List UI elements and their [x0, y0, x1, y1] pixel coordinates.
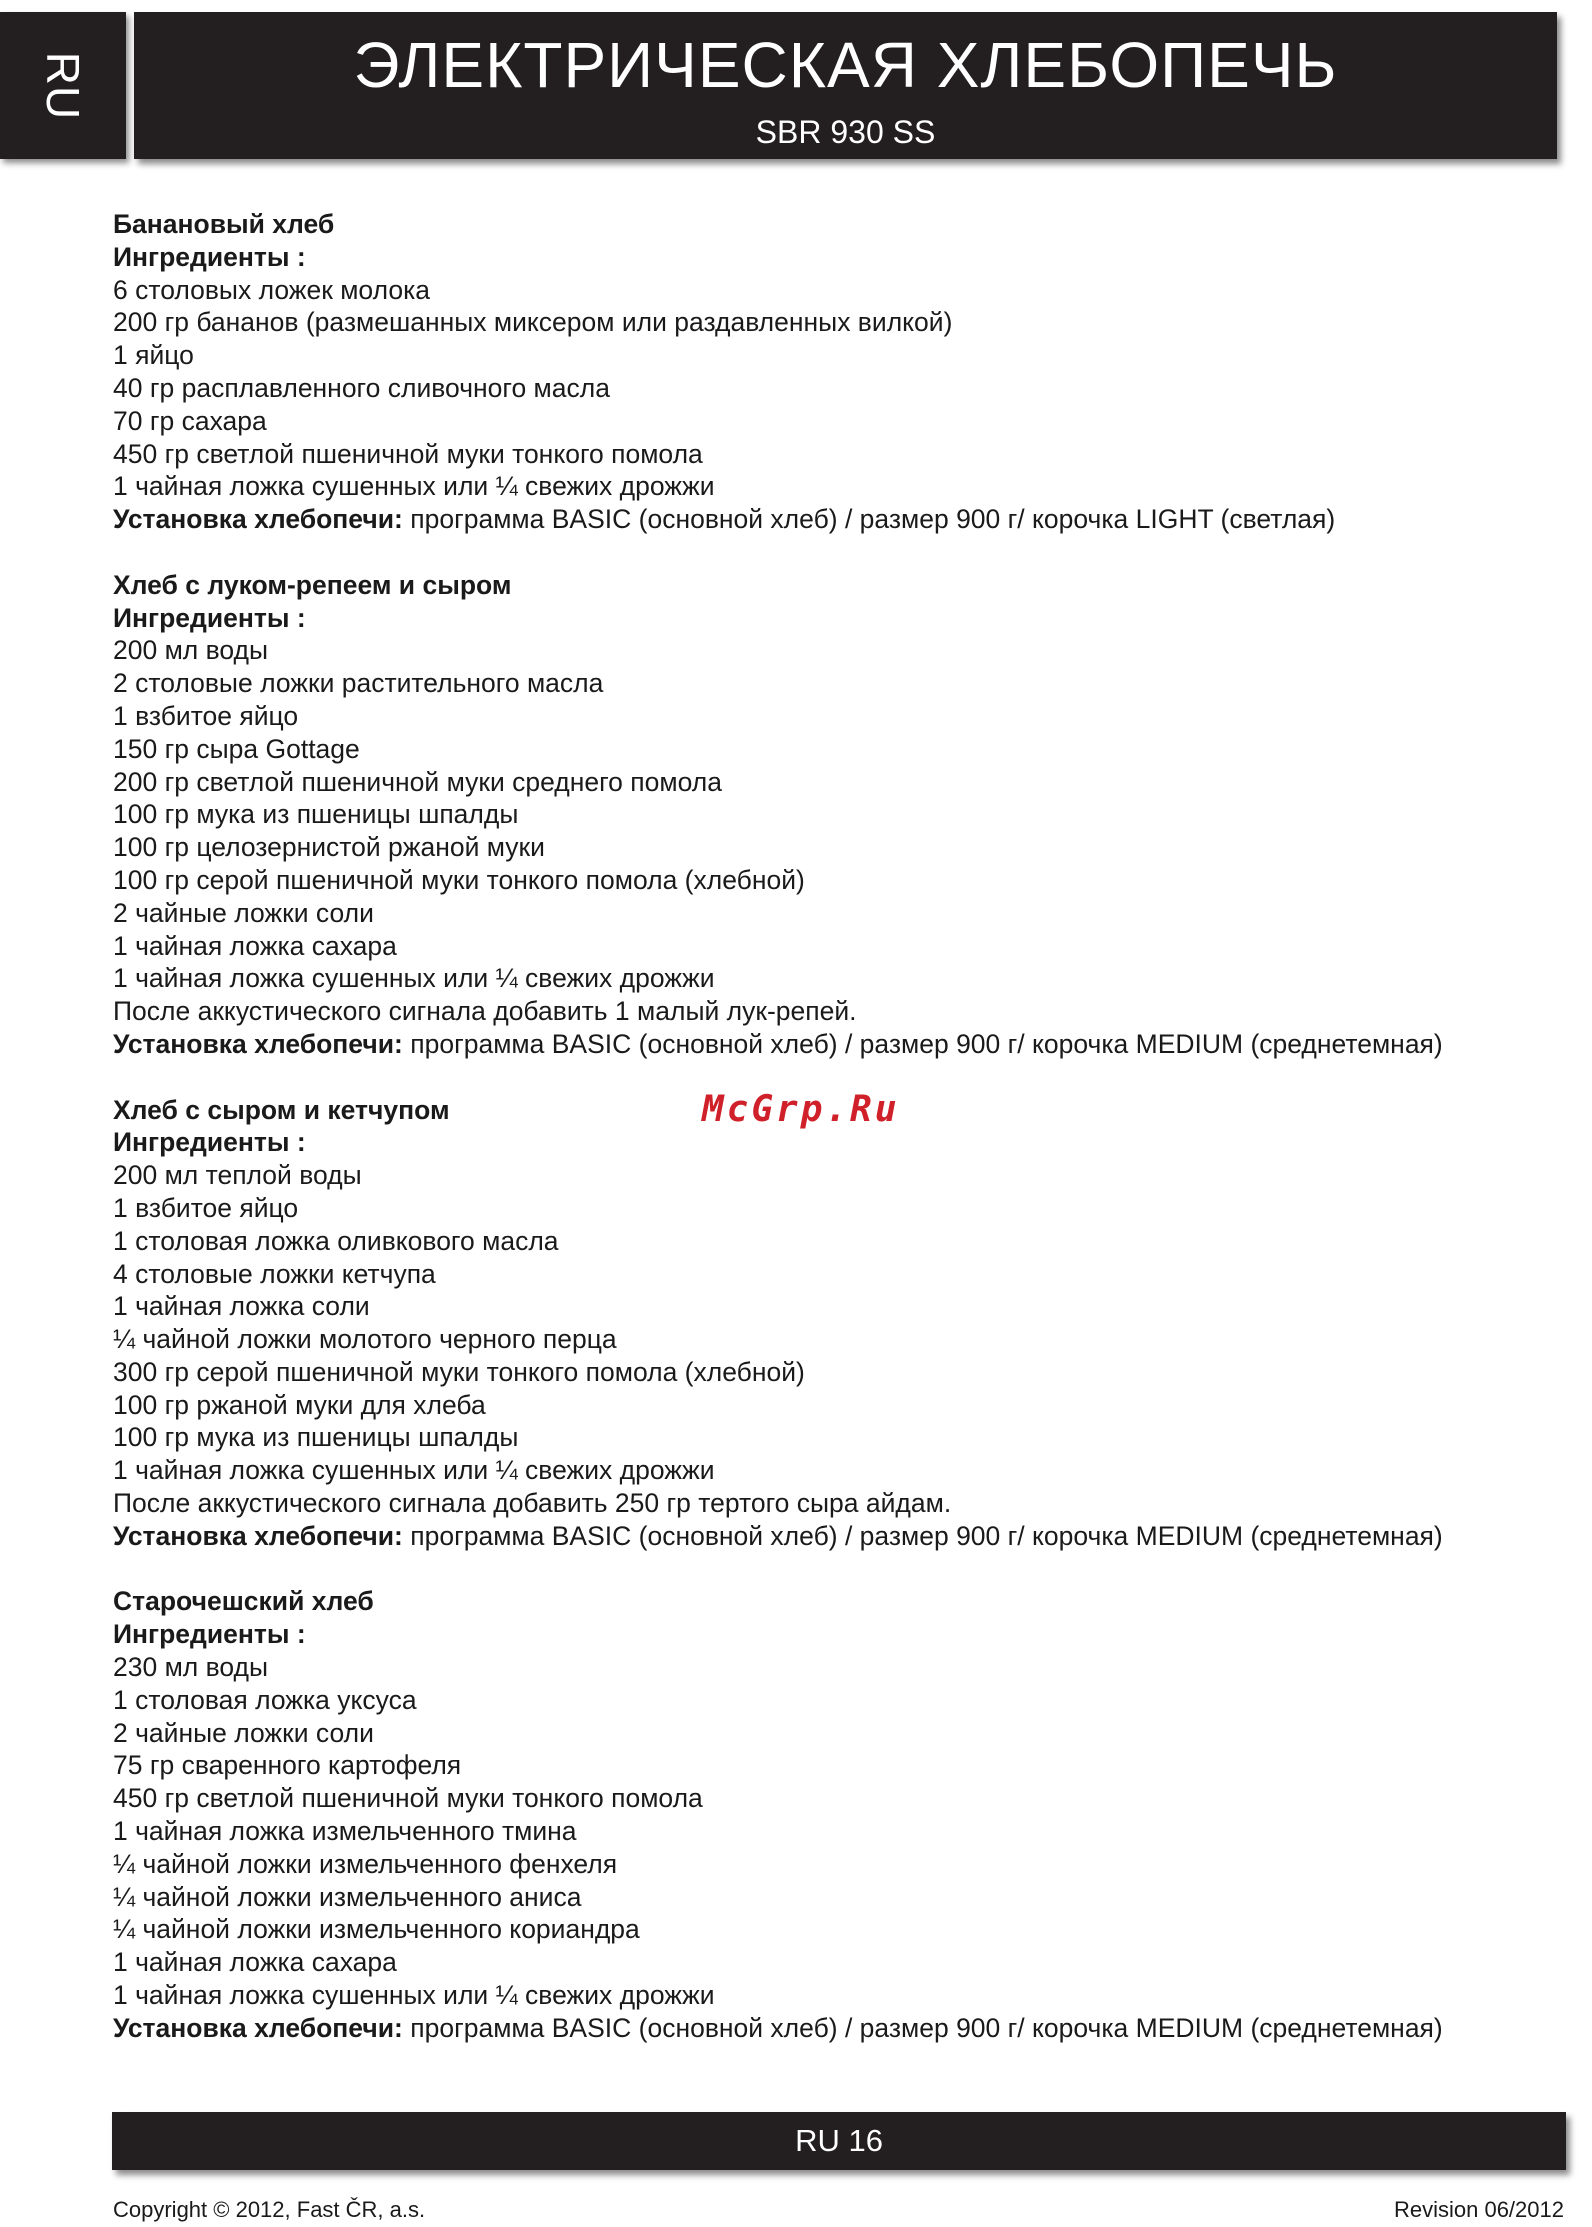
recipe-title: Хлеб с сыром и кетчупом [113, 1094, 450, 1125]
ingredient-line: 100 гр мука из пшеницы шпалды [113, 1422, 519, 1453]
ingredient-line: 150 гр сыра Gottage [113, 733, 360, 764]
machine-setting [113, 1028, 1533, 1061]
ingredient-line: 1 чайная ложка сушенных или ¼ свежих дрожжи [113, 471, 715, 502]
setting-text: программа BASIC (основной хлеб) / размер 900 г/ корочка LIGHT (светлая) [402, 504, 1336, 535]
ingredient-line: 200 гр светлой пшеничной муки среднего помола [113, 766, 722, 797]
ingredient-line: 1 чайная ложка сахара [113, 1947, 397, 1978]
ingredient-line: 4 столовые ложки кетчупа [113, 1258, 436, 1289]
ingredient-line: 1 взбитое яйцо [113, 700, 299, 731]
setting-text: программа BASIC (основной хлеб) / размер 900 г/ корочка MEDIUM (среднетемная) [402, 1028, 1443, 1059]
watermark-logo: McGrp.Ru [702, 1089, 900, 1130]
ingredient-line: 1 столовая ложка уксуса [113, 1684, 417, 1715]
ingredient-line: ¼ чайной ложки молотого черного перца [113, 1324, 617, 1355]
setting-text: программа BASIC (основной хлеб) / размер 900 г/ корочка MEDIUM (среднетемная) [402, 2012, 1443, 2043]
ingredient-line: 230 мл воды [113, 1652, 269, 1683]
ingredient-line: После аккустического сигнала добавить 1 малый лук-репей. [113, 996, 857, 1027]
setting-label: Установка хлебопечи: [113, 1028, 403, 1059]
revision-text: Revision 06/2012 [1393, 2197, 1564, 2222]
ingredients-label: Ингредиенты : [113, 1619, 306, 1650]
ingredient-line: 1 чайная ложка соли [113, 1291, 370, 1322]
page-number-bar [112, 2112, 1566, 2170]
setting-label: Установка хлебопечи: [113, 2012, 403, 2043]
machine-setting [113, 2012, 1533, 2045]
language-label: RU [37, 51, 89, 120]
machine-setting [113, 1520, 1533, 1553]
ingredient-line: После аккустического сигнала добавить 250 гр тертого сыра айдам. [113, 1488, 952, 1519]
ingredient-line: 100 гр серой пшеничной муки тонкого помола (хлебной) [113, 864, 805, 895]
machine-setting [113, 503, 1533, 536]
language-tab [0, 12, 126, 159]
ingredient-line: 200 гр бананов (размешанных миксером или раздавленных вилкой) [113, 307, 953, 338]
ingredient-line: 1 чайная ложка сушенных или ¼ свежих дрожжи [113, 1455, 715, 1486]
ingredient-line: 100 гр мука из пшеницы шпалды [113, 799, 519, 830]
ingredient-line: 75 гр сваренного картофеля [113, 1750, 462, 1781]
ingredient-line: 200 мл теплой воды [113, 1160, 362, 1191]
ingredient-line: 2 чайные ложки соли [113, 1717, 374, 1748]
recipes-content [113, 208, 1533, 2077]
ingredient-line: 2 столовые ложки растительного масла [113, 668, 604, 699]
ingredient-line: 1 чайная ложка сушенных или ¼ свежих дрожжи [113, 963, 715, 994]
ingredient-line: 6 столовых ложек молока [113, 274, 430, 305]
ingredient-line: ¼ чайной ложки измельченного фенхеля [113, 1848, 618, 1879]
page-number: RU 16 [795, 2123, 883, 2158]
ingredient-line: 200 мл воды [113, 635, 269, 666]
ingredient-line: 1 яйцо [113, 340, 194, 371]
setting-label: Установка хлебопечи: [113, 1520, 403, 1551]
ingredient-line: 1 чайная ложка измельченного тмина [113, 1816, 577, 1847]
recipe-title: Хлеб с луком-репеем и сыром [113, 569, 512, 600]
recipe-title: Банановый хлеб [113, 209, 335, 239]
ingredient-line: 1 столовая ложка оливкового масла [113, 1225, 559, 1256]
ingredient-line: 1 чайная ложка сахара [113, 930, 397, 961]
copyright-text: Copyright © 2012, Fast ČR, a.s. [113, 2197, 426, 2222]
ingredient-line: 40 гр расплавленного сливочного масла [113, 372, 610, 403]
ingredient-line: 1 чайная ложка сушенных или ¼ свежих дрожжи [113, 1980, 715, 2011]
ingredient-line: 70 гр сахара [113, 405, 267, 436]
recipe-title: Старочешский хлеб [113, 1586, 374, 1617]
ingredients-label: Ингредиенты : [113, 1127, 306, 1158]
ingredient-line: 100 гр целозернистой ржаной муки [113, 832, 545, 863]
ingredient-line: 2 чайные ложки соли [113, 897, 374, 928]
setting-label: Установка хлебопечи: [113, 504, 403, 535]
recipe-onion-cheese-bread [113, 569, 1533, 1061]
ingredient-line: ¼ чайной ложки измельченного кориандра [113, 1914, 640, 1945]
ingredient-line: 1 взбитое яйцо [113, 1192, 299, 1223]
document-title: ЭЛЕКТРИЧЕСКАЯ ХЛЕБОПЕЧЬ [353, 29, 1338, 101]
model-number: SBR 930 SS [755, 114, 936, 150]
setting-text: программа BASIC (основной хлеб) / размер 900 г/ корочка MEDIUM (среднетемная) [402, 1520, 1443, 1551]
title-bar [134, 12, 1557, 159]
ingredient-line: 450 гр светлой пшеничной муки тонкого помола [113, 438, 703, 469]
recipe-cheese-ketchup-bread [113, 1094, 1533, 1553]
ingredient-line: ¼ чайной ложки измельченного аниса [113, 1881, 582, 1912]
ingredient-line: 100 гр ржаной муки для хлеба [113, 1389, 486, 1420]
ingredient-line: 450 гр светлой пшеничной муки тонкого помола [113, 1783, 703, 1814]
ingredient-line: 300 гр серой пшеничной муки тонкого помола (хлебной) [113, 1356, 805, 1387]
ingredients-label: Ингредиенты : [113, 241, 306, 272]
recipe-banana-bread [113, 208, 1533, 536]
recipe-old-czech-bread [113, 1585, 1533, 2044]
ingredients-label: Ингредиенты : [113, 602, 306, 633]
